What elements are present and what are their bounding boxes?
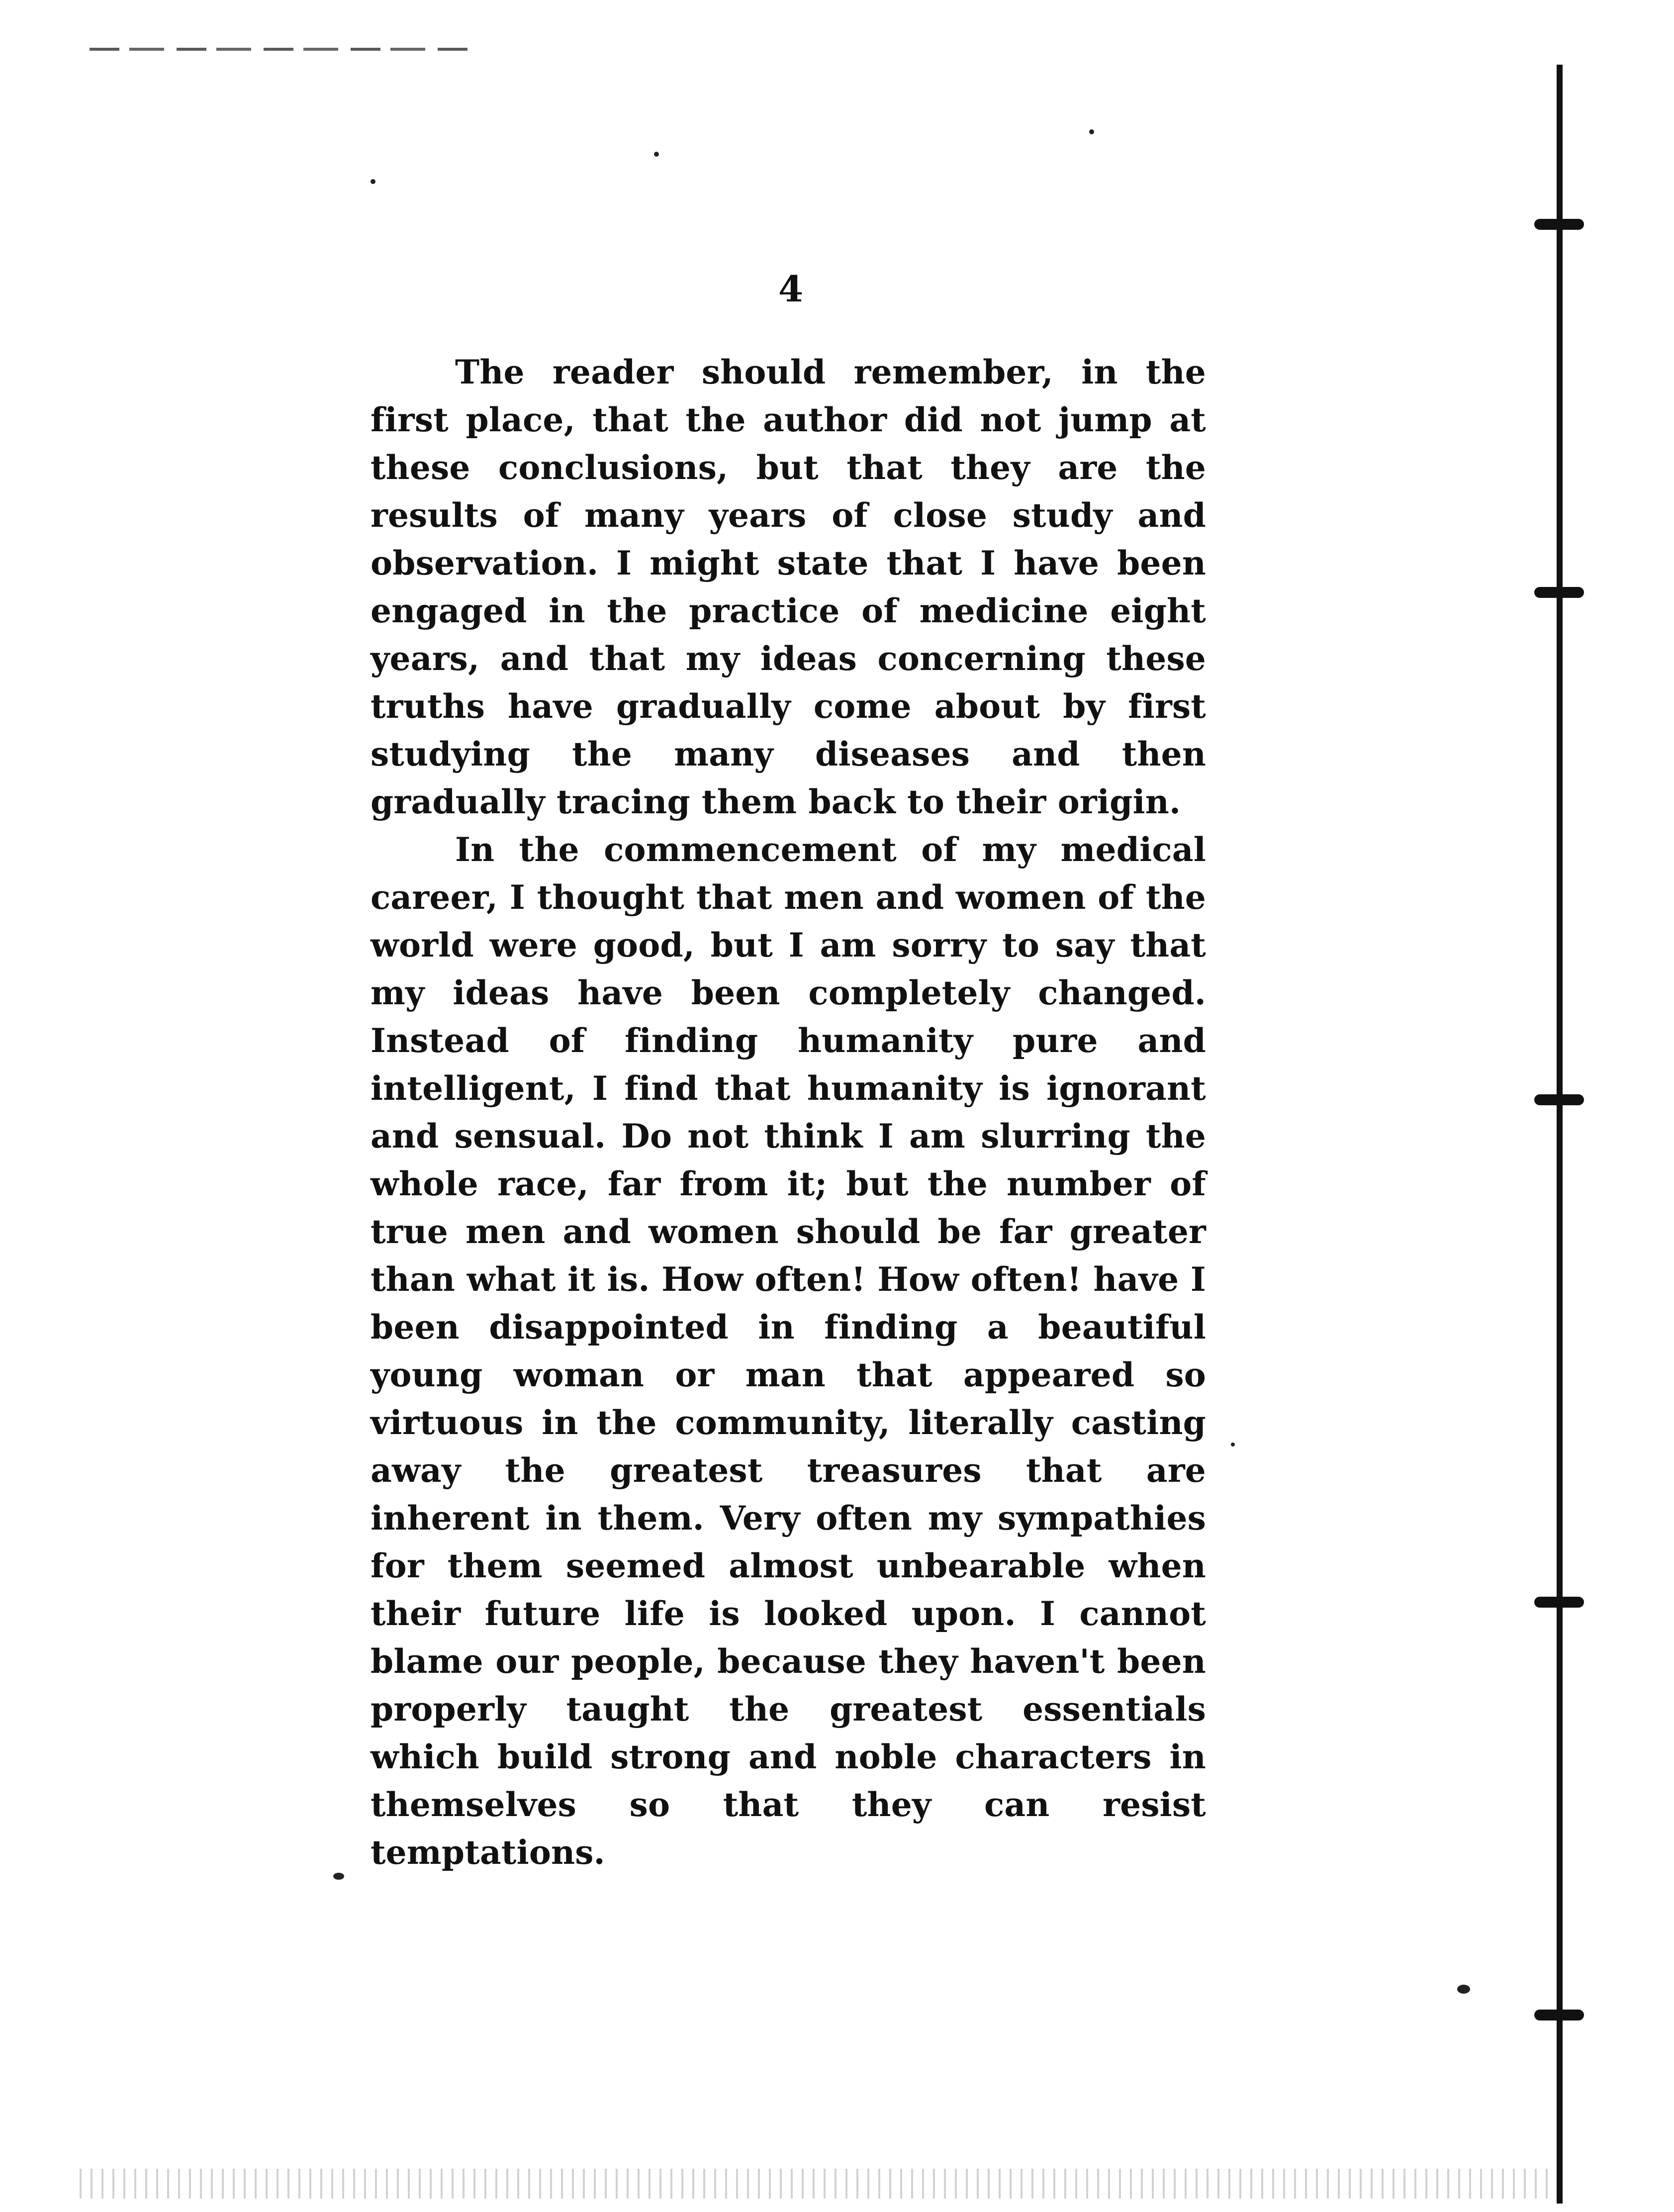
- binding-mark: [1534, 2010, 1584, 2020]
- page-number: 4: [778, 268, 804, 310]
- binding-mark: [1534, 587, 1584, 598]
- binding-mark: [1534, 219, 1584, 230]
- scan-artifact-top-rule: [90, 48, 472, 51]
- scan-speck: [1231, 1443, 1235, 1446]
- binding-edge: [1557, 65, 1563, 2204]
- scan-speck: [1089, 129, 1094, 134]
- scan-speck: [371, 179, 375, 184]
- binding-mark: [1534, 1597, 1584, 1608]
- binding-mark: [1534, 1094, 1584, 1105]
- scan-speck: [1457, 1985, 1470, 1994]
- scan-noise-bottom: [80, 2169, 1552, 2199]
- scan-speck: [654, 152, 659, 157]
- paragraph: In the commencement of my medical career, I thought that men and women of the world were good, but I am sorry to say that my ideas have been completely changed. Instead of finding humanity pure and intelligent, I find that humanity is ignorant and sensual. Do not think I am slurring the whole race, far from it; but the number of true men and women should be far greater than what it is. How often! How often! have I been disappointed in finding a beautiful young woman or man that appeared so virtuous in the community, literally casting away the greatest treasures that are inherent in them. Very often my sympathies for them seemed almost unbearable when their future life is looked upon. I cannot blame our people, because they haven't been properly taught the greatest essentials which build strong and noble characters in themselves so that they can resist temptations.: [371, 830, 1206, 1872]
- body-text: [371, 348, 1206, 1876]
- scan-speck: [333, 1873, 344, 1880]
- paragraph: The reader should remember, in the first place, that the author did not jump at these conclusions, but that they are the results of many years of close study and observation. I might state that I have been engaged in the practice of medicine eight years, and that my ideas concerning these truths have gradually come about by first studying the many diseases and then gradually tracing them back to their origin.: [371, 353, 1206, 821]
